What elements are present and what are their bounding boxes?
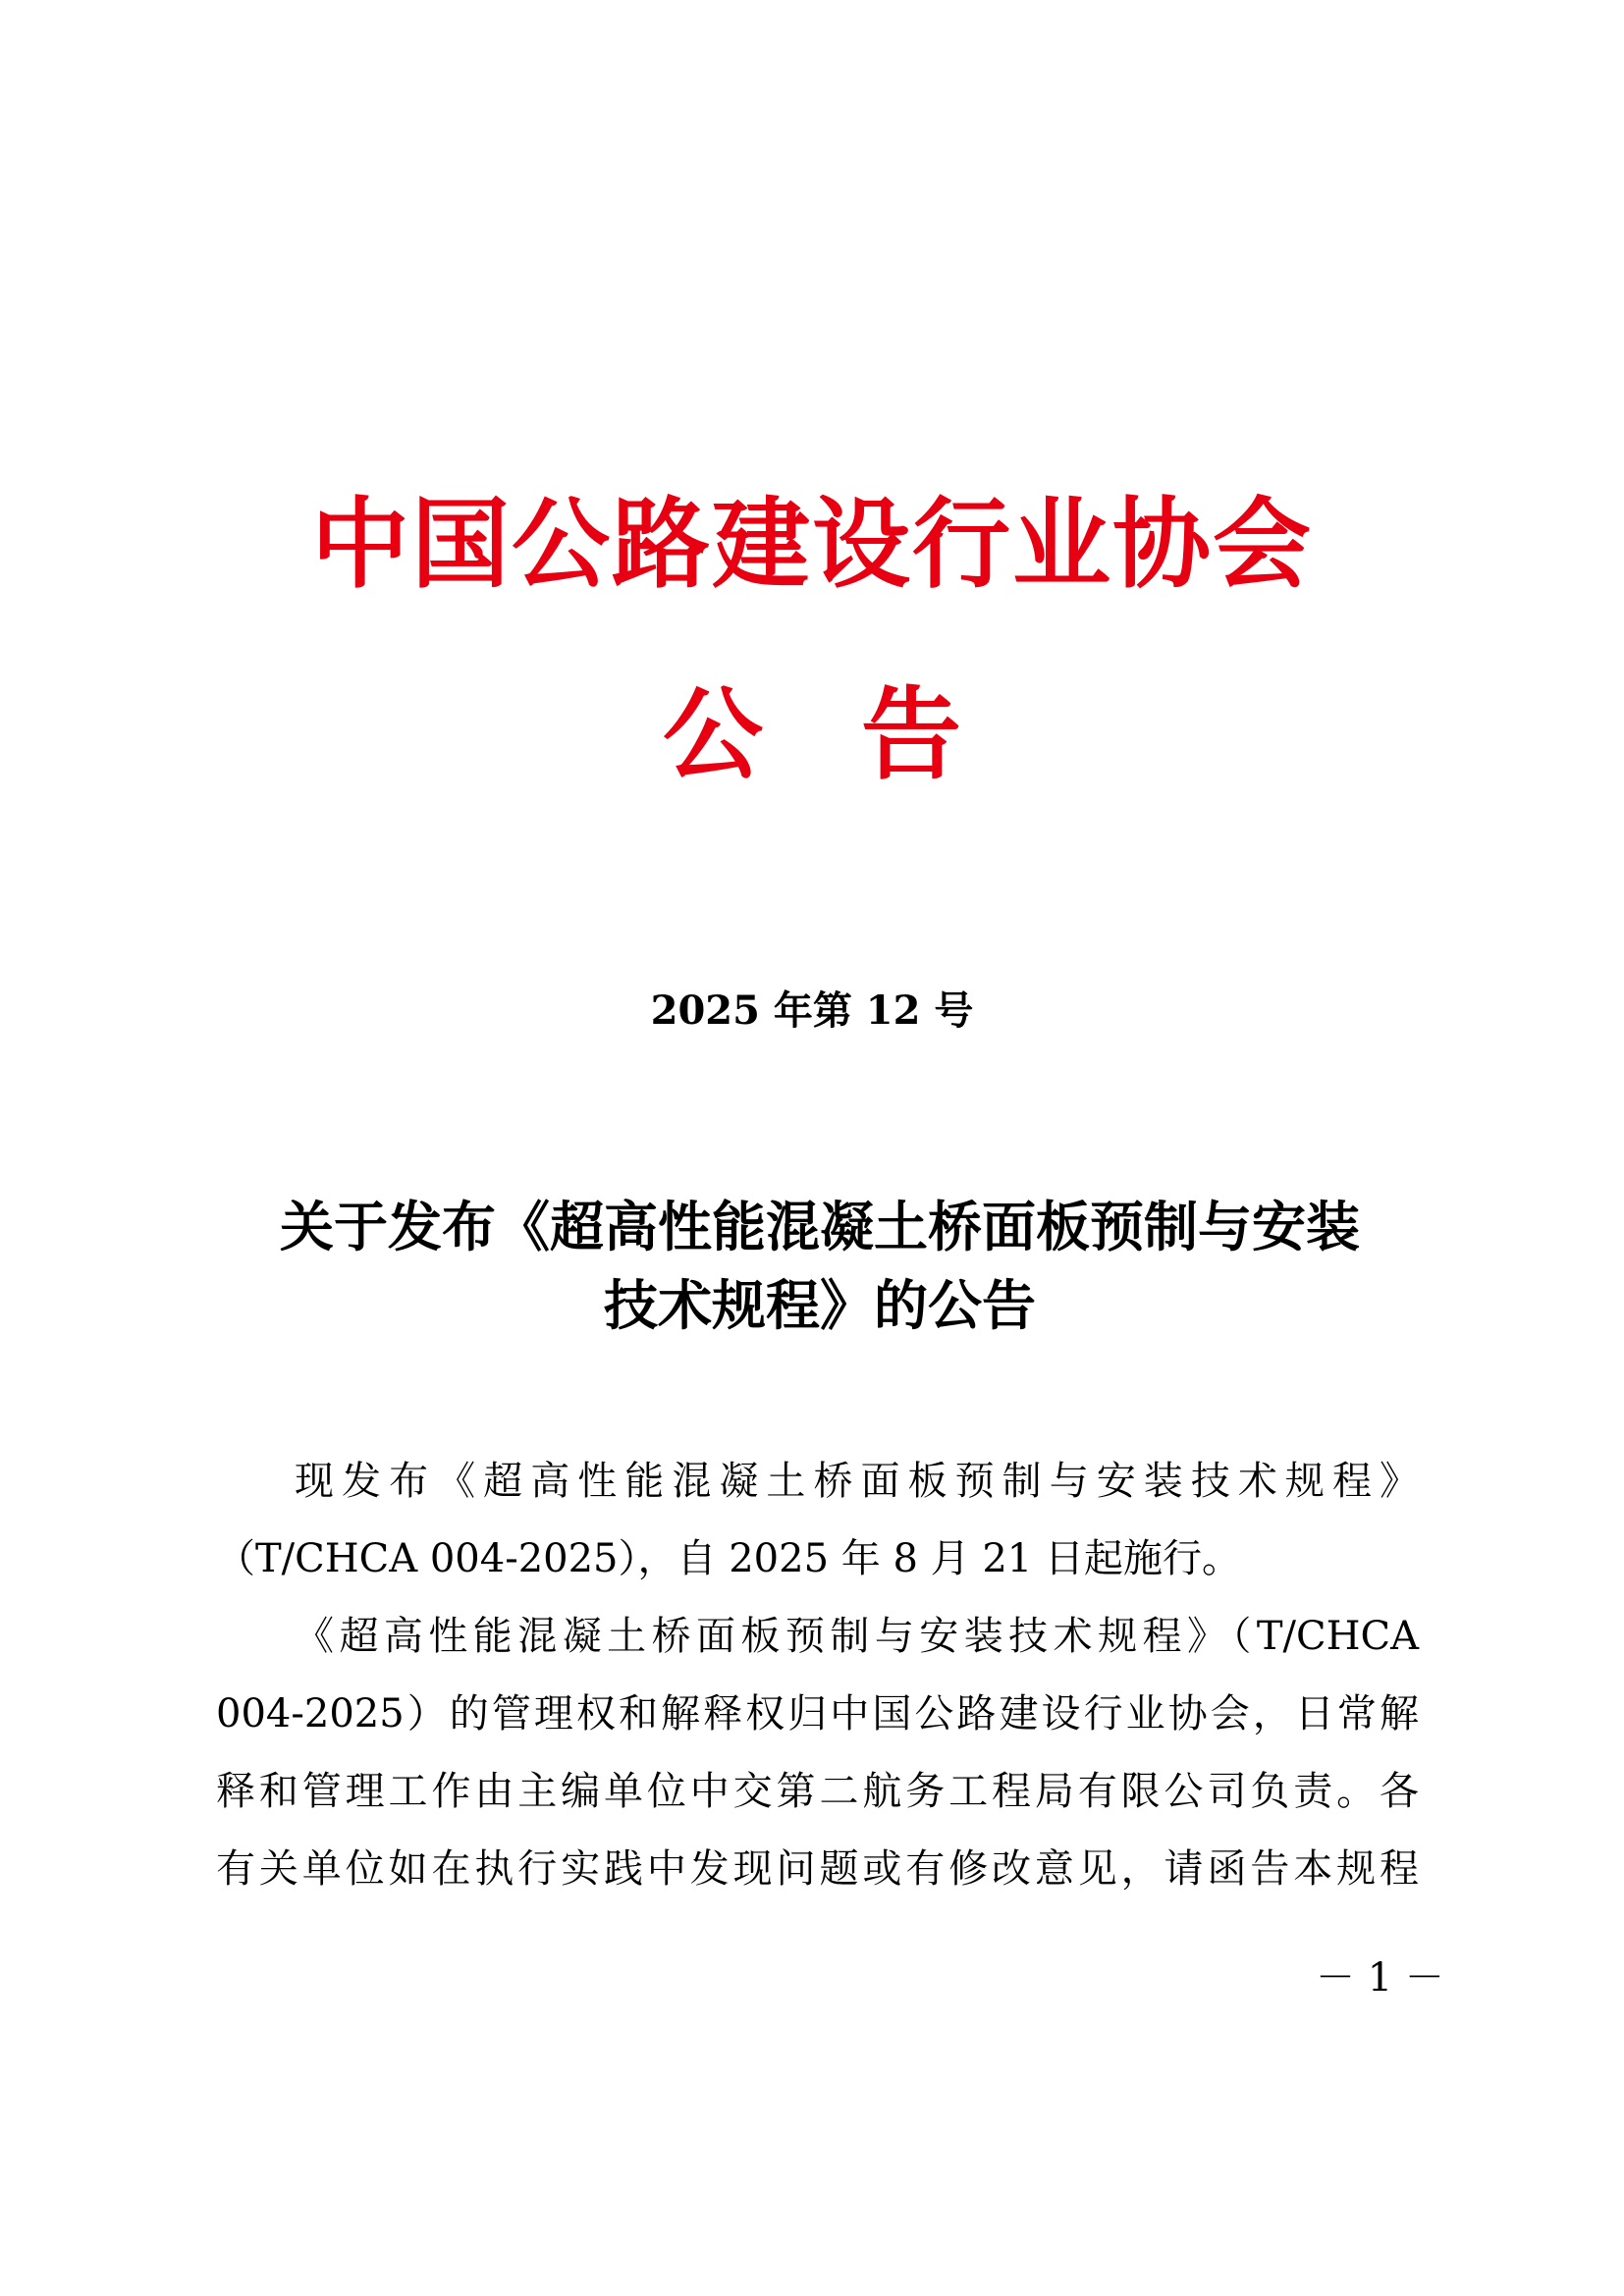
- paragraph-2-line-2: 004-2025）的管理权和解释权归中国公路建设行业协会，日常解: [216, 1691, 1419, 1736]
- paragraph-2-line-4: 有关单位如在执行实践中发现问题或有修改意见，请函告本规程: [216, 1846, 1419, 1892]
- paragraph-2-line-3: 释和管理工作由主编单位中交第二航务工程局有限公司负责。各: [216, 1769, 1419, 1814]
- organization-name: 中国公路建设行业协会: [311, 487, 1313, 602]
- notice-title-line-2: 技术规程》的公告: [603, 1273, 1036, 1337]
- paragraph-1-line-2: （T/CHCA 004-2025），自 2025 年 8 月 21 日起施行。: [216, 1536, 1241, 1581]
- notice-title-line-1: 关于发布《超高性能混凝土桥面板预制与安装: [279, 1195, 1360, 1258]
- page-number: － 1 －: [1316, 1955, 1444, 2001]
- body-text: [216, 1443, 1419, 1908]
- paragraph-2-line-1: 《超高性能混凝土桥面板预制与安装技术规程》（T/CHCA: [295, 1614, 1419, 1659]
- paragraph-1: [216, 1443, 1419, 1598]
- paragraph-2: [216, 1598, 1419, 1908]
- paragraph-1-line-1: 现发布《超高性能混凝土桥面板预制与安装技术规程》: [295, 1459, 1419, 1504]
- notice-title: [216, 1188, 1424, 1345]
- document-type-heading: 公告: [663, 677, 1059, 794]
- document-number: 2025 年第 12 号: [650, 988, 974, 1034]
